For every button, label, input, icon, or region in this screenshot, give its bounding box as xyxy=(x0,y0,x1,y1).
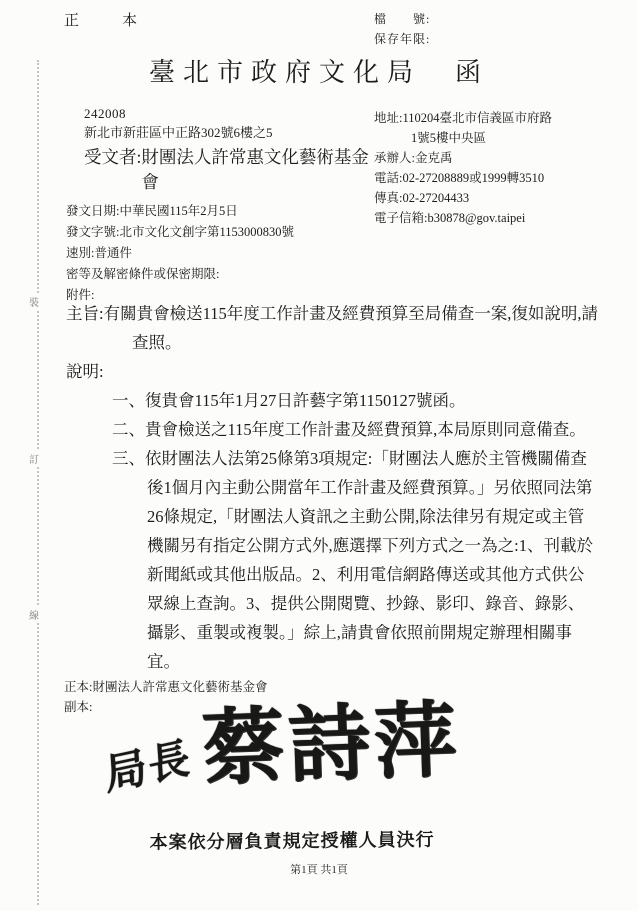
page-number-footer: 第1頁 共1頁 xyxy=(290,864,348,876)
subject-label: 主旨: xyxy=(66,304,104,323)
binding-mark-ding: 訂 xyxy=(29,450,39,467)
item-1-marker: 一、 xyxy=(112,391,145,410)
copy-type-label: 正 本 xyxy=(64,13,152,29)
item-2-marker: 二、 xyxy=(112,420,145,439)
explanation-item-1 xyxy=(112,386,598,415)
recipient-code: 242008 xyxy=(84,106,126,121)
item-1-text: 復貴會115年1月27日許藝字第1150127號函。 xyxy=(145,391,466,410)
subject-text: 有關貴會檢送115年度工作計畫及經費預算至局備查一案,復如說明,請查照。 xyxy=(103,304,598,352)
attachment-label: 附件: xyxy=(66,288,95,302)
retention-period-label: 保存年限: xyxy=(374,32,431,46)
contact-address-line2: 1號5樓中央區 xyxy=(411,131,487,145)
recipient-line xyxy=(84,145,386,195)
file-number-block xyxy=(374,9,430,49)
recipient-block xyxy=(84,104,386,195)
speed-class: 速別:普通件 xyxy=(66,246,132,260)
contact-email: 電子信箱:b30878@gov.taipei xyxy=(374,211,526,225)
file-number-label: 檔 號: xyxy=(374,12,431,26)
distribution-copy: 副本: xyxy=(64,700,93,714)
signer-name-stamp: 蔡詩萍 xyxy=(200,694,462,795)
explanation-label: 說明: xyxy=(66,362,104,381)
security-class: 密等及解密條件或保密期限: xyxy=(66,267,220,281)
document-title: 臺北市政府文化局 函 xyxy=(148,58,489,87)
contact-officer: 承辦人:金克禹 xyxy=(374,151,453,165)
delegation-note: 本案依分層負責規定授權人員決行 xyxy=(149,829,435,853)
contact-phone: 電話:02-27208889或1999轉3510 xyxy=(374,171,545,185)
recipient-address: 新北市新莊區中正路302號6樓之5 xyxy=(84,125,273,140)
binding-dotted-line xyxy=(37,60,39,905)
recipient-name: 財團法人許常惠文化藝術基金會 xyxy=(141,147,369,192)
agency-contact-block xyxy=(374,108,552,228)
signature-block xyxy=(102,694,461,801)
item-2-text: 貴會檢送之115年度工作計畫及經費預算,本局原則同意備查。 xyxy=(145,420,586,439)
dispatch-meta-block xyxy=(66,201,294,306)
contact-address-line1: 地址:110204臺北市信義區市府路 xyxy=(374,111,553,125)
item-3-text: 依財團法人法第25條第3項規定:「財團法人應於主管機關備查後1個月內主動公開當年工作計畫及經費預算。」另依照同法第26條規定,「財團法人資訊之主動公開,除法律另有規定或主管機關另有指定公開方式外,應選擇下列方式之一為之:1、刊載於新聞紙或其他出版品。2、利用電信網路傳送或其他方式供公眾線上查詢。3、提供公開閱覽、抄錄、影印、錄音、錄影、攝影、重製或複製。」綜上,請貴會依照前開規定辦理相關事宜。 xyxy=(145,449,593,671)
dispatch-number: 發文字號:北市文化文創字第1153000830號 xyxy=(66,225,295,239)
distribution-original: 正本:財團法人許常惠文化藝術基金會 xyxy=(64,680,268,694)
binding-mark-zhuang: 裝 xyxy=(29,293,39,310)
explanation-item-3 xyxy=(112,444,598,676)
subject-line xyxy=(66,299,598,357)
explanation-item-2 xyxy=(112,415,598,444)
dispatch-date: 發文日期:中華民國115年2月5日 xyxy=(66,204,238,218)
item-3-marker: 三、 xyxy=(112,449,145,468)
letter-body xyxy=(66,299,598,676)
binding-mark-xian: 線 xyxy=(29,606,39,623)
contact-fax: 傳真:02-27204433 xyxy=(374,191,470,205)
signer-title: 局長 xyxy=(103,735,194,800)
recipient-label: 受文者: xyxy=(84,147,142,167)
